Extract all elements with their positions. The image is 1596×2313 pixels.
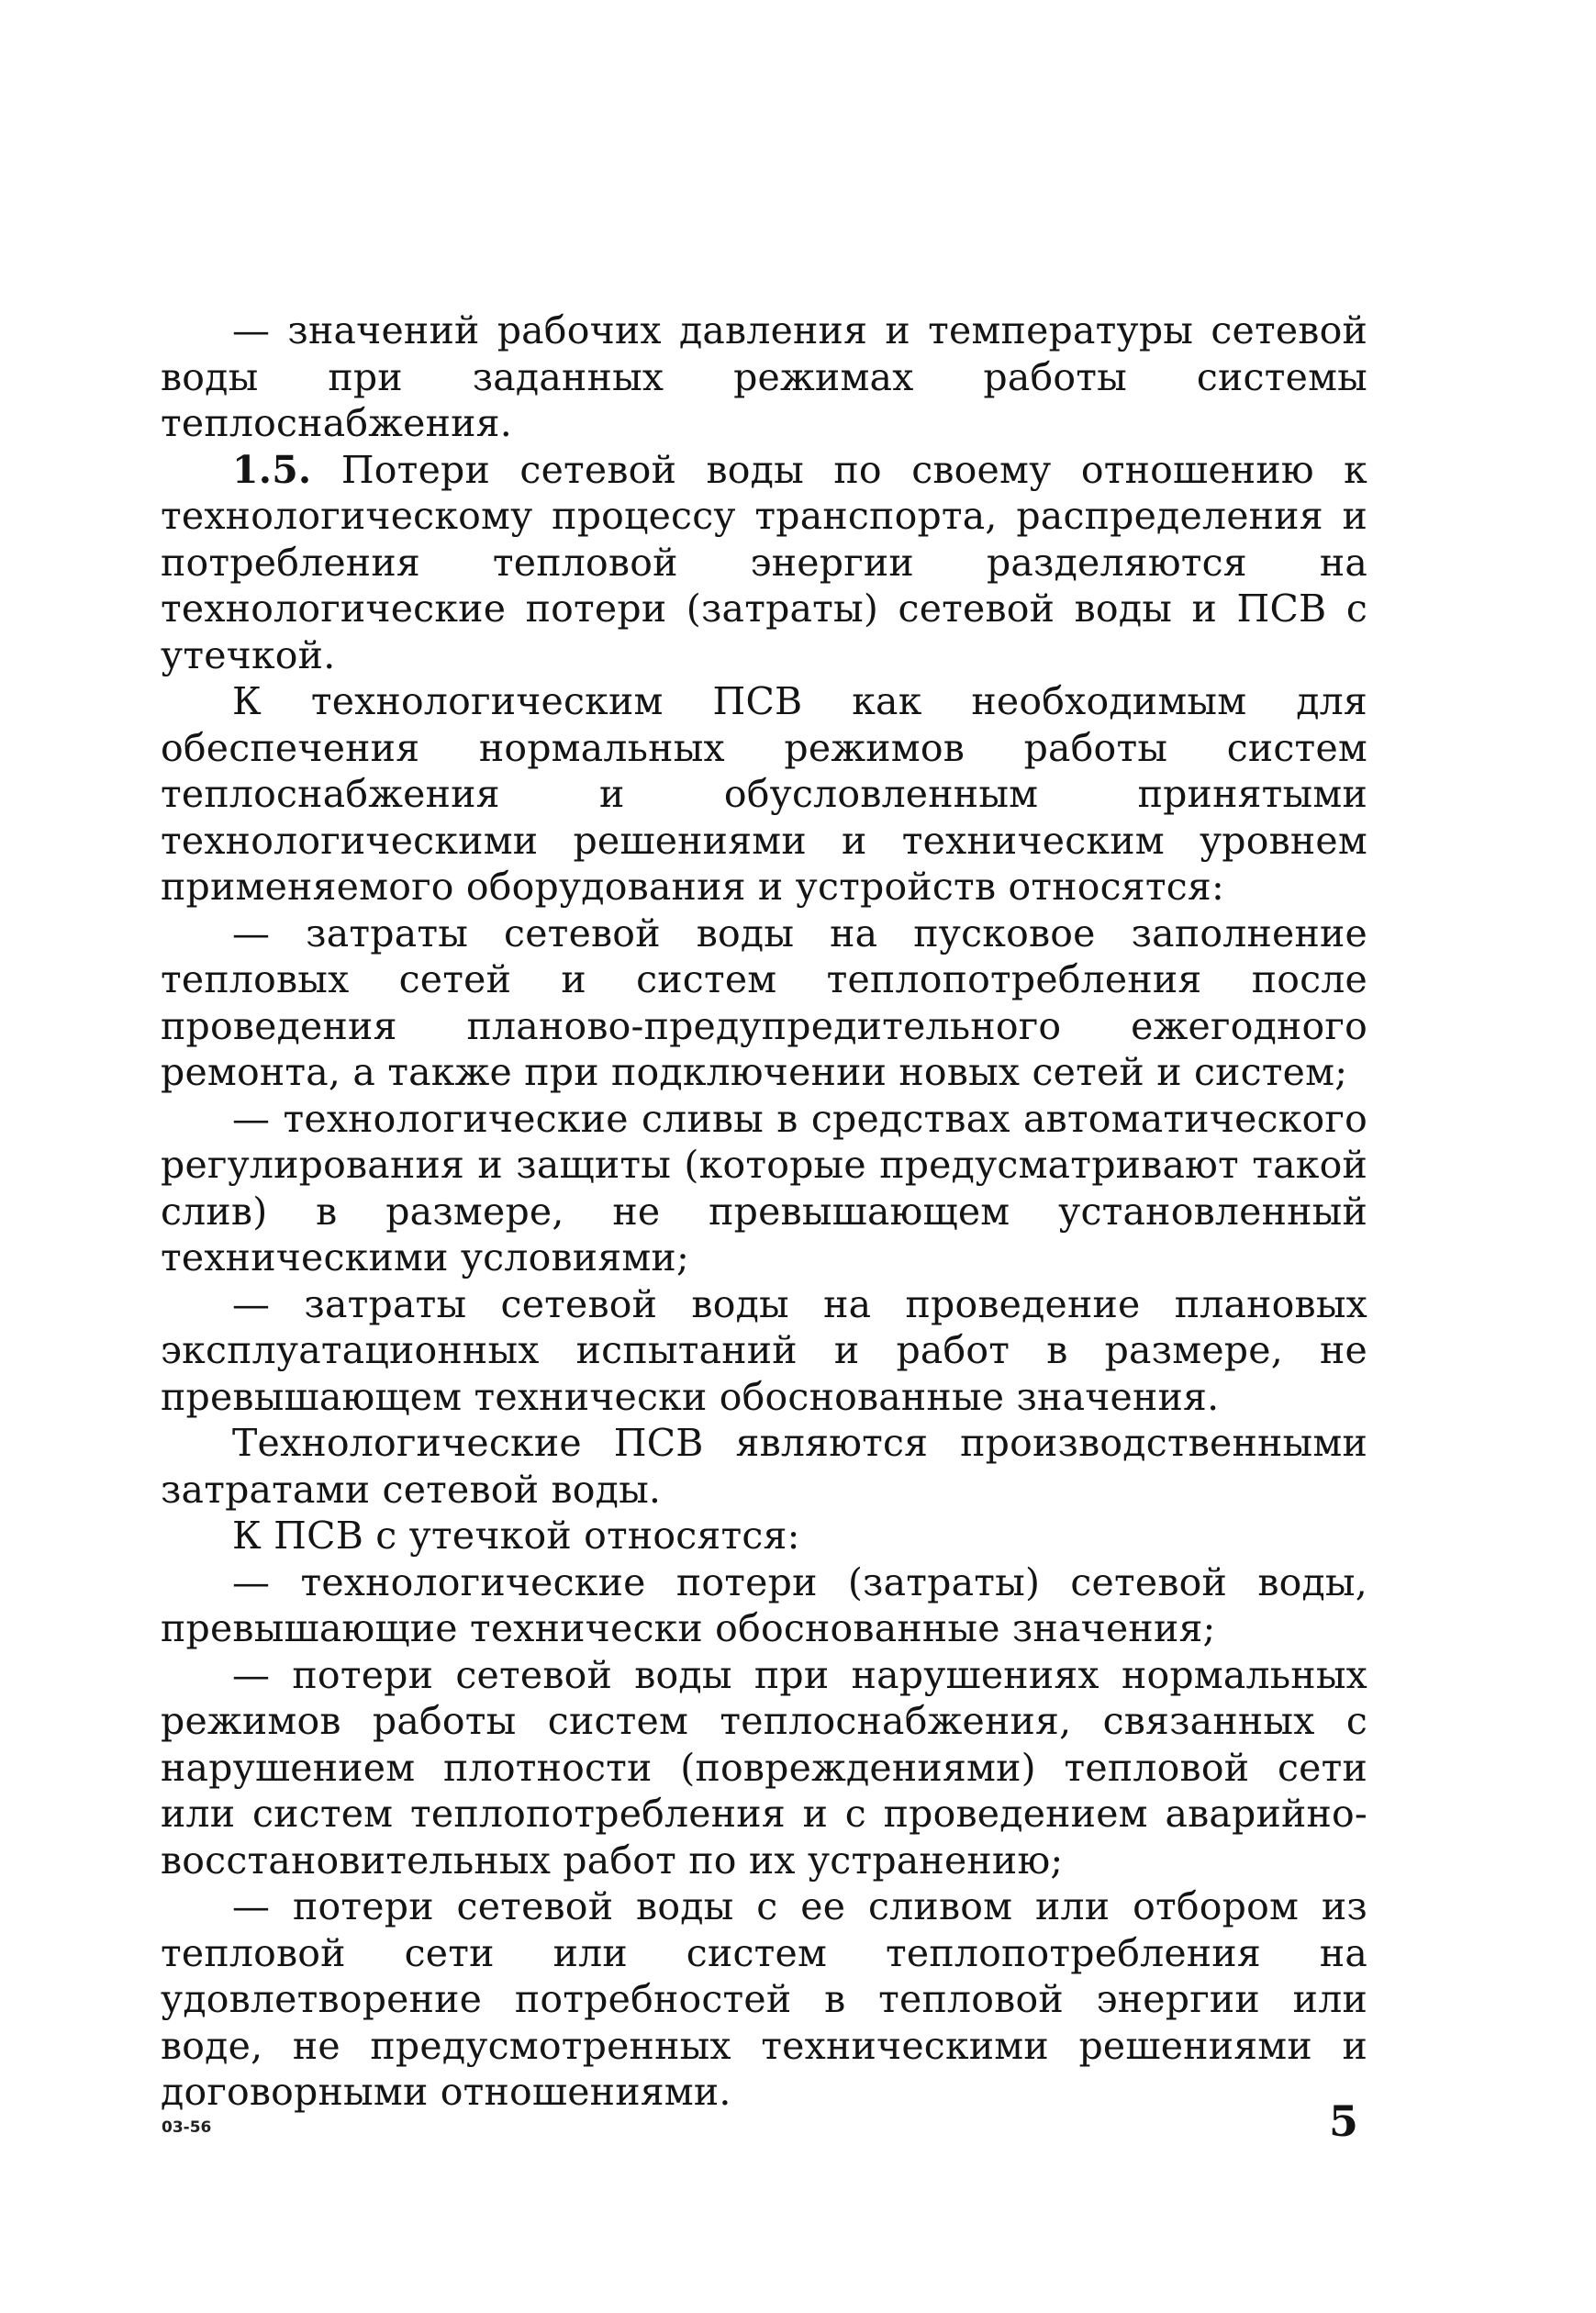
document-code: 03-56 <box>162 2118 212 2137</box>
paragraph-section-1-5 <box>161 447 1367 679</box>
page-number: 5 <box>1329 2096 1359 2146</box>
paragraph-dash-item: — затраты сетевой воды на проведение плановых эксплуатационных испытаний и работ в размере, не превышающем технически обоснованные значения. <box>161 1281 1367 1419</box>
section-text: Потери сетевой воды по своему отношению к технологическому процессу транспорта, распределения и потребления тепловой энергии разделяются на технологические потери (затраты) сетевой воды и ПСВ с утечкой. <box>161 447 1368 677</box>
paragraph: К ПСВ с утечкой относятся: <box>232 1514 800 1558</box>
section-number: 1.5. <box>232 447 312 492</box>
paragraph-dash-item: — значений рабочих давления и температуры сетевой воды при заданных режимах работы системы теплоснабжения. <box>161 308 1367 445</box>
paragraph-dash-item: — технологические сливы в средствах автоматического регулирования и защиты (которые предусматривают такой слив) в размере, не превышающем установленный техническими условиями; <box>161 1096 1367 1279</box>
paragraph-dash-item: — технологические потери (затраты) сетевой воды, превышающие технически обоснованные значения; <box>161 1559 1367 1650</box>
paragraph-dash-item: — потери сетевой воды при нарушениях нормальных режимов работы систем теплоснабжения, связанных с нарушением плотности (повреждениями) тепловой сети или систем теплопотребления и с проведением аварийно-восстановительных работ по их устранению; <box>161 1652 1367 1883</box>
paragraph: К технологическим ПСВ как необходимым для обеспечения нормальных режимов работы систем теплоснабжения и обусловленным принятыми технологическими решениями и техническим уровнем применяемого оборудования и устройств относятся: <box>161 679 1367 909</box>
paragraph: Технологические ПСВ являются производственными затратами сетевой воды. <box>161 1421 1367 1512</box>
paragraph-dash-item: — потери сетевой воды с ее сливом или отбором из тепловой сети или систем теплопотребления на удовлетворение потребностей в тепловой энергии или воде, не предусмотренных техническими решениями и договорными отношениями. <box>161 1884 1367 2114</box>
body-text <box>161 307 1367 2116</box>
paragraph-dash-item: — затраты сетевой воды на пусковое заполнение тепловых сетей и систем теплопотребления после проведения планово-предупредительного ежегодного ремонта, а также при подключении новых сетей и систем; <box>161 911 1367 1094</box>
